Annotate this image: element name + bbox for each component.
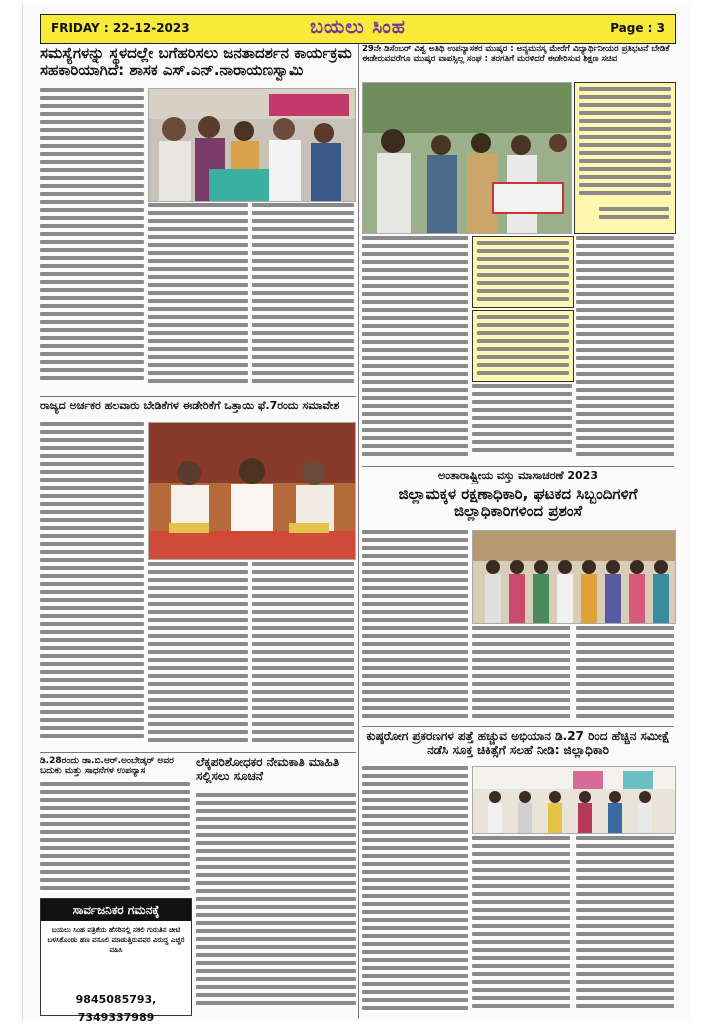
article-body-column (362, 766, 468, 1016)
article-body-column (40, 422, 144, 747)
article-headline-auditors: ಲೆಕ್ಕಪರಿಶೋಧಕರ ನೇಮಕಾತಿ ಮಾಹಿತಿ ಸಲ್ಲಿಸಲು ಸೂಚನೆ (196, 756, 340, 783)
newspaper-title: ಬಯಲು ಸಿಂಹ (310, 16, 406, 38)
article-body-column (576, 626, 674, 722)
article-body-column (576, 836, 674, 1016)
public-notice-box (40, 898, 192, 1024)
archakas-meeting-photo (148, 422, 356, 560)
notice-title: ಸಾರ್ವಜನಿಕರ ಗಮನಕ್ಕೆ (41, 899, 191, 921)
section-divider (362, 726, 674, 727)
section-divider (40, 752, 356, 753)
article-body-column (472, 626, 570, 722)
leprosy-meeting-photo (472, 766, 676, 834)
column-divider (358, 44, 359, 1019)
notice-body: ಬಯಲು ಸಿಂಹ ಪತ್ರಿಕೆಯ ಹೆಸರಿನಲ್ಲಿ ನಕಲಿ ಗುರುತಿನ ಚೀಟಿ ಬಳಸಿಕೊಂಡು ಹಣ ವಸೂಲಿ ಮಾಡುತ್ತಿರುವವರ ವಿರುದ್ಧ ಎಚ್ಚರ ವಹಿಸಿ (47, 926, 185, 954)
highlight-text (477, 315, 569, 377)
article-kicker: ಅಂತಾರಾಷ್ಟ್ರೀಯ ವಸ್ತು ಮಾಸಾಚರಣೆ 2023 (438, 470, 598, 482)
quote-attribution (599, 207, 669, 227)
article-headline-leprosy-campaign: ಕುಷ್ಠರೋಗ ಪ್ರಕರಣಗಳ ಪತ್ತೆ ಹಚ್ಚುವ ಅಭಿಯಾನ ಡಿ.27 ರಿಂದ ಹೆಚ್ಚಿನ ಸಮೀಕ್ಷೆ ನಡೆಸಿ ಸೂಕ್ತ ಚಿಕಿತ್ಸೆಗೆ ಸಲಹೆ ನೀಡಿ: ಜಿಲ್ಲಾಧಿಕಾರಿ (366, 730, 670, 757)
highlight-text (477, 241, 569, 303)
article-headline-archakas: ರಾಜ್ಯದ ಅರ್ಚಕರ ಹಲವಾರು ಬೇಡಿಕೆಗಳ ಈಡೇರಿಕೆಗೆ ಒತ್ತಾಯಿ ಫೆ.7ರಂದು ಸಮಾವೇಶ (40, 400, 340, 412)
article-body-column (148, 203, 248, 393)
quote-text (579, 87, 671, 199)
section-divider (362, 466, 674, 467)
notice-phone: 9845085793, 7349337989 (75, 993, 157, 1024)
article-headline-janatadarshana: ಸಮಸ್ಯೆಗಳನ್ನು ಸ್ಥಳದಲ್ಲೇ ಬಗೆಹರಿಸಲು ಜನತಾದರ್ಶನ ಕಾರ್ಯಕ್ರಮ ಸಹಕಾರಿಯಾಗಿದೆ: ಶಾಸಕ ಎಸ್.ಎನ್.ನಾರಾಯಣಸ್ವಾಮಿ (40, 45, 352, 80)
article-headline-guest-lecturers: 29ನೇ ಡಿಸೆಂಬರ್ ವಿಶ್ವ ಅತಿಥಿ ಉಪನ್ಯಾಸಕರ ಮುಷ್ಕರ : ಅನ್ಯಮನಸ್ಕ ಮೇರೆಗೆ ವಿದ್ಯಾರ್ಥಿನೀಯರ ಪ್ರತಿಭಟನೆ ಬೇಡಿಕೆ ಈಡೇರುವವರೆಗೂ ಮುಷ್ಕರ ವಾಪಸ್ಸಿಲ್ಲ ಸಂಘ : ತರಗತಿಗೆ ಮರಳಿದರೆ ಈಡೇರಿಸುವ ಶಿಕ್ಷಣ ಸಚಿವ (362, 45, 670, 64)
article-body-column (472, 384, 572, 461)
highlight-box (472, 236, 574, 308)
janatadarshana-photo (148, 88, 356, 202)
guest-lecturers-protest-photo (362, 82, 572, 234)
article-body-column (576, 236, 674, 461)
article-body-column (472, 836, 570, 1016)
section-divider (40, 396, 356, 397)
article-headline-child-protection: ಜಿಲ್ಲಾಮಕ್ಕಳ ರಕ್ಷಣಾಧಿಕಾರಿ, ಘಟಕದ ಸಿಬ್ಬಂದಿಗಳಿಗೆ ಜಿಲ್ಲಾಧಿಕಾರಿಗಳಿಂದ ಪ್ರಶಂಸೆ (398, 486, 638, 521)
article-body-column (196, 793, 356, 1015)
article-body-column (40, 782, 190, 894)
child-protection-award-photo (472, 530, 676, 624)
article-body-column (40, 88, 144, 393)
masthead (40, 14, 676, 44)
highlight-box (472, 310, 574, 382)
quote-box (574, 82, 676, 234)
page-number: Page : 3 (610, 21, 665, 35)
article-body-column (252, 203, 354, 393)
article-body-column (148, 562, 248, 747)
article-body-column (252, 562, 354, 747)
issue-date: FRIDAY : 22-12-2023 (51, 21, 190, 35)
article-headline-ambedkar-lecture: ಡಿ.28ರಂದು ಡಾ.ಬಿ.ಆರ್.ಅಂಬೇಡ್ಕರ್ ಅವರ ಬದುಕು ಮತ್ತು ಸಾಧನೆಗಳ ಉಪನ್ಯಾಸ (40, 756, 174, 777)
article-body-column (362, 530, 468, 722)
article-body-column (362, 236, 468, 461)
